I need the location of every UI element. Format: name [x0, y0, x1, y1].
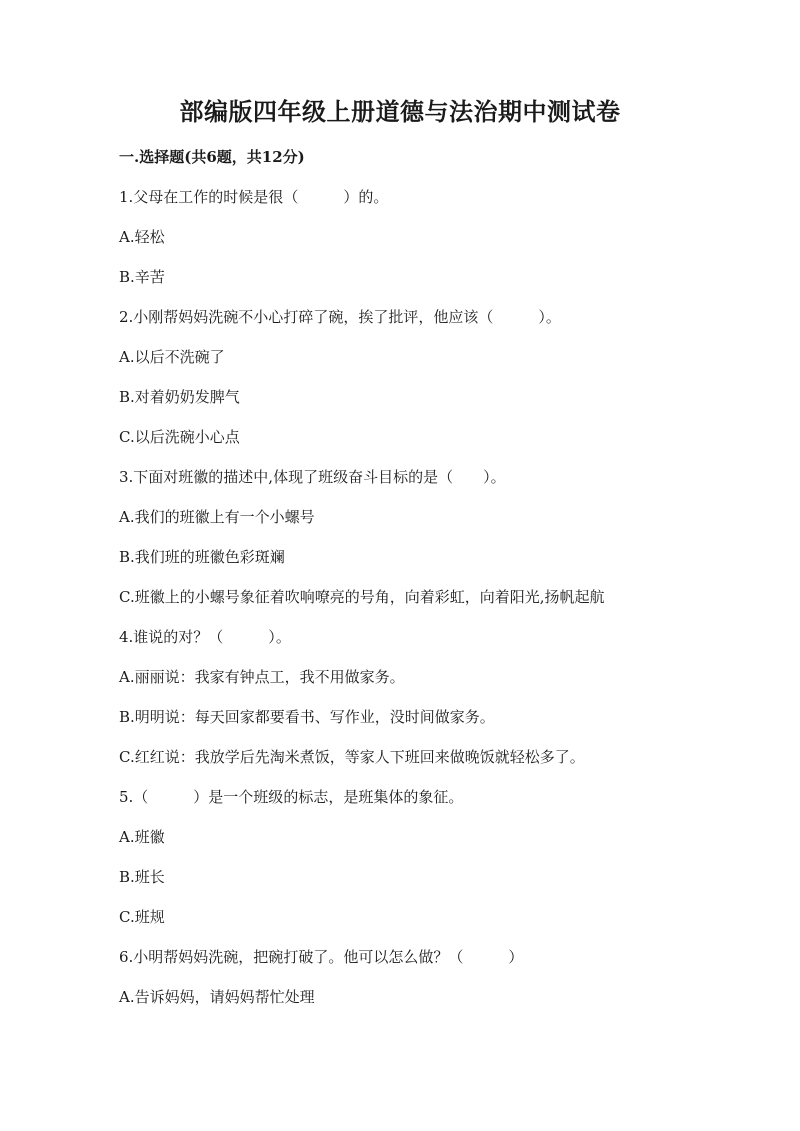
- question-2-option-c: C.以后洗碗小心点: [119, 428, 240, 446]
- question-6-stem: 6.小明帮妈妈洗碗，把碗打破了。他可以怎么做？（ ）: [119, 948, 524, 966]
- question-5-option-c: C.班规: [119, 908, 165, 926]
- page-title: 部编版四年级上册道德与法治期中测试卷: [179, 97, 621, 126]
- question-5-option-b: B.班长: [119, 868, 165, 886]
- question-5-stem: 5.（ ）是一个班级的标志，是班集体的象征。: [119, 788, 464, 806]
- question-1-option-a: A.轻松: [119, 228, 165, 246]
- question-2-option-b: B.对着奶奶发脾气: [119, 388, 240, 406]
- question-5-option-a: A.班徽: [119, 828, 165, 846]
- question-3-option-b: B.我们班的班徽色彩斑斓: [119, 548, 285, 566]
- question-3-option-a: A.我们的班徽上有一个小螺号: [119, 508, 315, 526]
- question-2-stem: 2.小刚帮妈妈洗碗不小心打碎了碗，挨了批评，他应该（ ）。: [119, 308, 561, 326]
- question-4-option-b: B.明明说：每天回家都要看书、写作业，没时间做家务。: [119, 708, 495, 726]
- section-heading: 一.选择题(共6题，共12分): [119, 148, 305, 166]
- question-3-stem: 3.下面对班徽的描述中,体现了班级奋斗目标的是（ ）。: [119, 468, 506, 486]
- question-3-option-c: C.班徽上的小螺号象征着吹响嘹亮的号角，向着彩虹，向着阳光,扬帆起航: [119, 588, 605, 606]
- question-4-option-a: A.丽丽说：我家有钟点工，我不用做家务。: [119, 668, 405, 686]
- question-4-stem: 4.谁说的对？（ ）。: [119, 628, 291, 646]
- question-6-option-a: A.告诉妈妈，请妈妈帮忙处理: [119, 988, 315, 1006]
- question-1-option-b: B.辛苦: [119, 268, 165, 286]
- question-2-option-a: A.以后不洗碗了: [119, 348, 225, 366]
- question-4-option-c: C.红红说：我放学后先淘米煮饭，等家人下班回来做晚饭就轻松多了。: [119, 748, 585, 766]
- question-1-stem: 1.父母在工作的时候是很（ ）的。: [119, 188, 389, 206]
